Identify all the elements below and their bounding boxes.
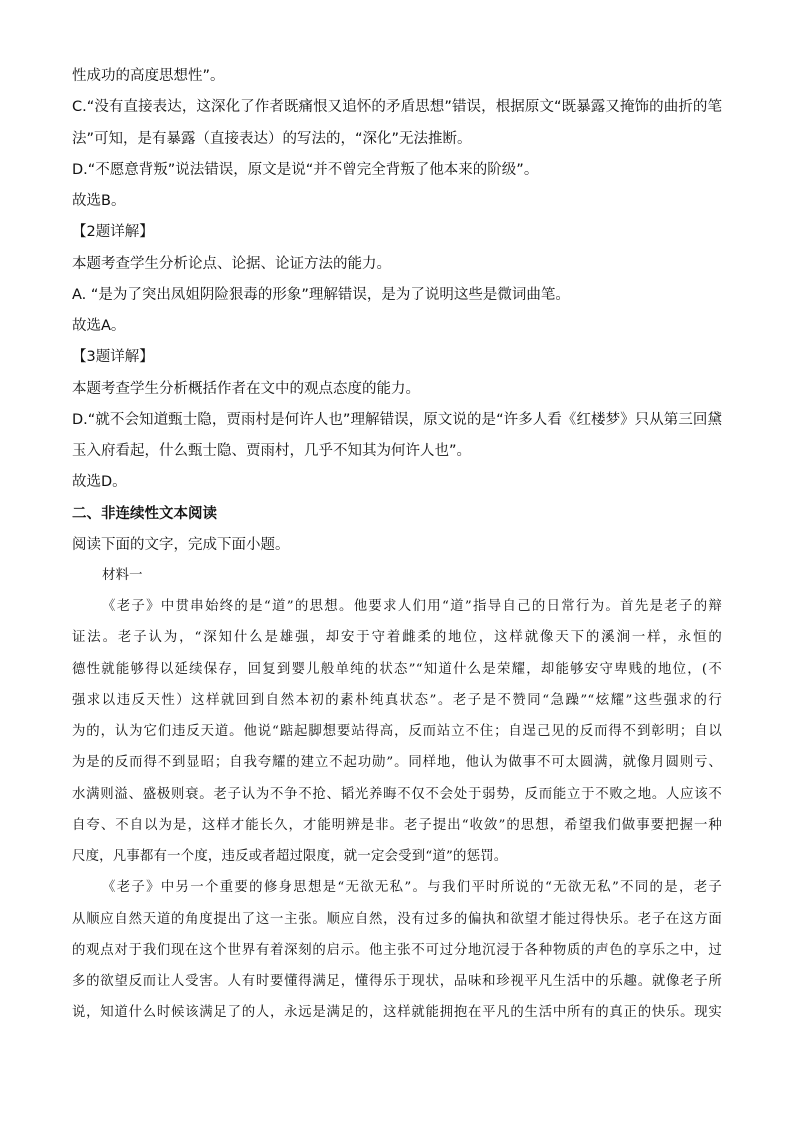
- passage-line: 德性就能够得以延续保存，回复到婴儿般单纯的状态”“知道什么是荣耀，却能够安守卑贱的地位，(不: [72, 662, 722, 677]
- passage-line: 尺度，凡事都有一个度，违反或者超过限度，就一定会受到“道”的惩罚。: [72, 849, 508, 864]
- section-heading: 二、非连续性文本阅读: [72, 506, 217, 522]
- text-line: 法”可知，是有暴露（直接表达）的写法的，“深化”无法推断。: [72, 131, 472, 147]
- passage-line: 证法。老子认为，“深知什么是雄强，却安于守着雌柔的地位，这样就像天下的溪涧一样，永恒的: [72, 630, 722, 645]
- passage-line: 从顺应自然天道的角度提出了这一主张。顺应自然，没有过多的偏执和欲望才能过得快乐。老子在这方面: [72, 912, 722, 927]
- text-line: 故选D。: [72, 474, 127, 490]
- text-line: 本题考查学生分析论点、论据、论证方法的能力。: [72, 256, 391, 272]
- text-line: 故选A。: [72, 318, 126, 334]
- material-label: 材料一: [102, 568, 143, 583]
- text-line: 本题考查学生分析概括作者在文中的观点态度的能力。: [72, 381, 420, 397]
- passage-line: 水满则溢、盛极则衰。老子认为不争不抢、韬光养晦不仅不会处于弱势，反而能立于不败之地。人应该不: [72, 787, 722, 802]
- text-line: 故选B。: [72, 193, 126, 209]
- text-line: A. “是为了突出凤姐阴险狠毒的形象”理解错误，是为了说明这些是微词曲笔。: [72, 287, 570, 303]
- passage-line: 《老子》中贯串始终的是“道”的思想。他要求人们用“道”指导自己的日常行为。首先是老子的辩: [102, 599, 722, 614]
- passage-line: 的观点对于我们现在这个世界有着深刻的启示。他主张不可过分地沉浸于各种物质的声色的享乐之中，过: [72, 943, 722, 958]
- section-label: 【2题详解】: [72, 224, 154, 240]
- text-line: D.“就不会知道甄士隐，贾雨村是何许人也”理解错误，原文说的是“许多人看《红楼梦》只从第三回黛: [72, 412, 722, 428]
- passage-line: 为是的反而得不到显昭；自我夸耀的建立不起功勋”。同样地，他认为做事不可太圆满，就像月圆则亏、: [72, 755, 722, 770]
- passage-line: 多的欲望反而让人受害。人有时要懂得满足，懂得乐于现状，品味和珍视平凡生活中的乐趣。就像老子所: [72, 974, 722, 989]
- text-line: D.“不愿意背叛”说法错误，原文是说“并不曾完全背叛了他本来的阶级”。: [72, 162, 539, 178]
- passage-line: 《老子》中另一个重要的修身思想是“无欲无私”。与我们平时所说的“无欲无私”不同的是，老子: [102, 880, 722, 895]
- passage-line: 强求以违反天性）这样就回到自然本初的素朴纯真状态”。老子是不赞同“急躁”“炫耀”这些强求的行: [72, 693, 722, 708]
- passage-line: 为的，认为它们违反天道。他说“踮起脚想要站得高，反而站立不住；自逞己见的反而得不到彰明；自以: [72, 724, 722, 739]
- section-label: 【3题详解】: [72, 349, 154, 365]
- text-line: 玉入府看起，什么甄士隐、贾雨村，几乎不知其为何许人也”。: [72, 443, 472, 459]
- text-line: C.“没有直接表达，这深化了作者既痛恨又追怀的矛盾思想”错误，根据原文“既暴露又掩饰的曲折的笔: [72, 99, 722, 115]
- text-line: 阅读下面的文字，完成下面小题。: [72, 537, 290, 553]
- passage-line: 自夸、不自以为是，这样才能长久，才能明辨是非。老子提出“收敛”的思想，希望我们做事要把握一种: [72, 818, 722, 833]
- passage-line: 说，知道什么时候该满足了的人，永远是满足的，这样就能拥抱在平凡的生活中所有的真正的快乐。现实: [72, 1005, 722, 1020]
- text-line: 性成功的高度思想性”。: [72, 68, 225, 84]
